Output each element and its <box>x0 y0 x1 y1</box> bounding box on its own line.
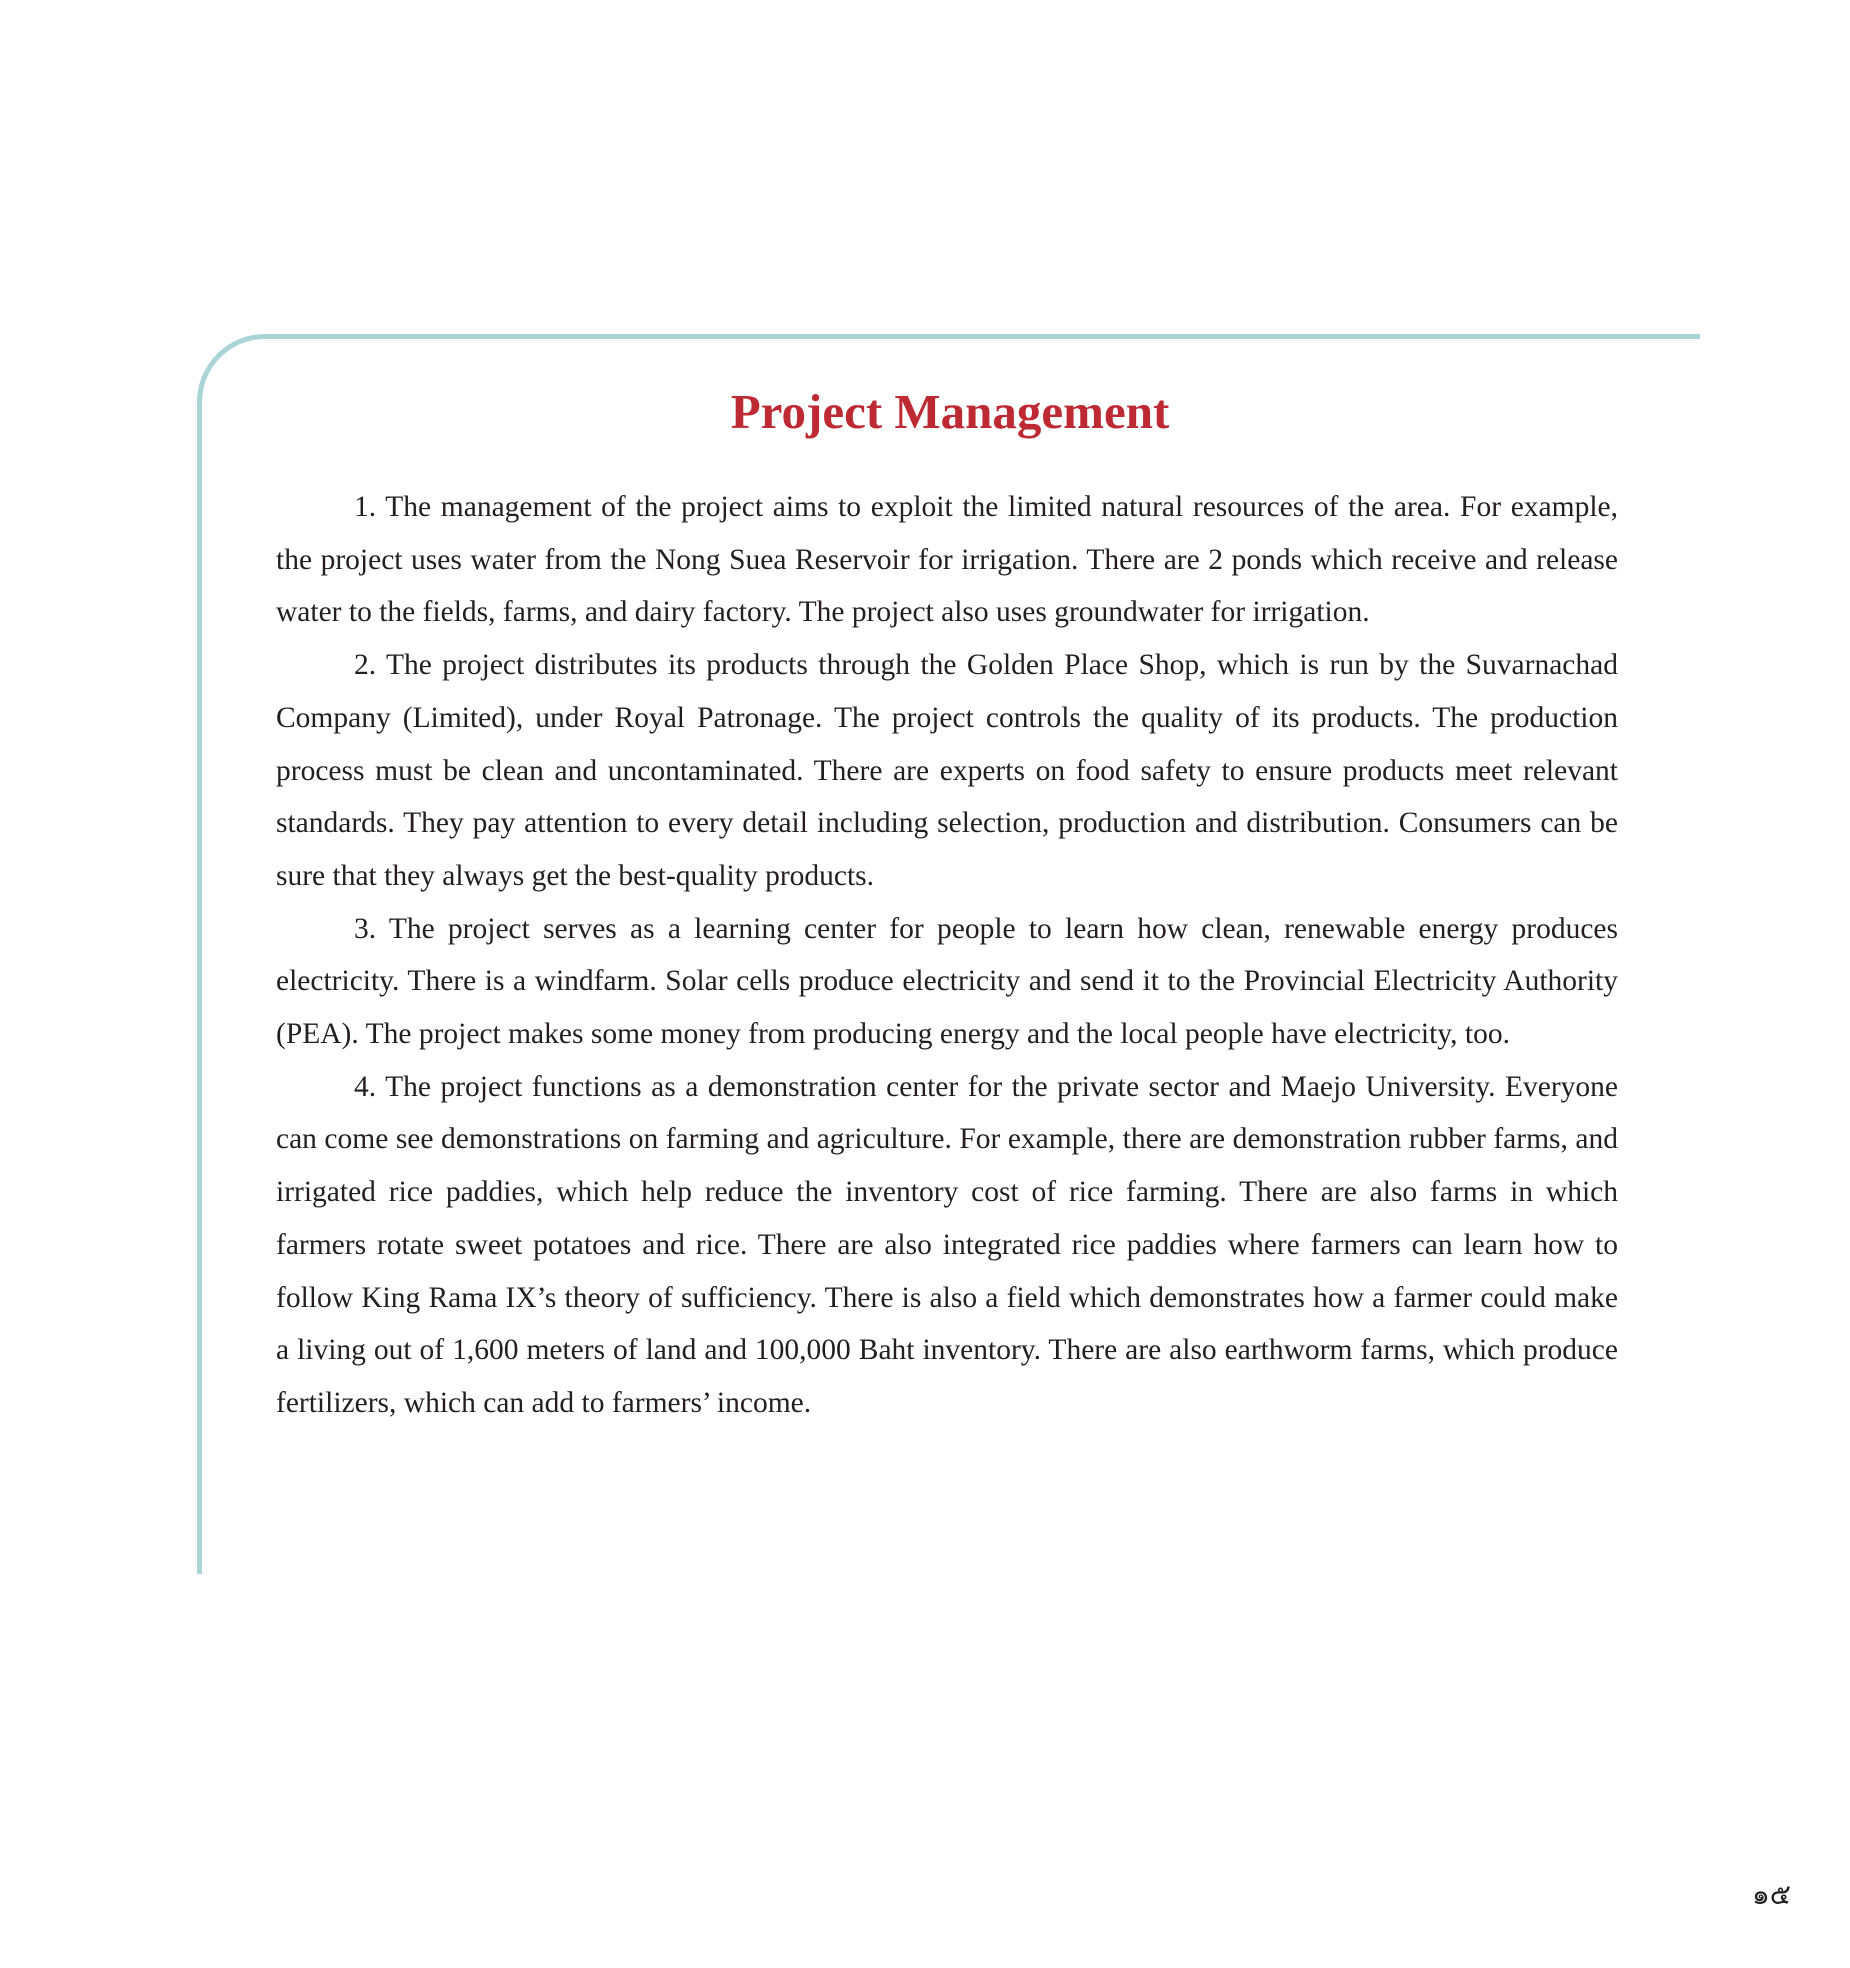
page-title: Project Management <box>730 384 1170 439</box>
paragraph-1: 1. The management of the project aims to exploit the limited natural resources of the area. For example, the project uses water from the Nong Suea Reservoir for irrigation. There are 2 ponds which receive and release water to the fields, farms, and dairy factory. The project also uses groundwater for irrigation. <box>276 491 1618 629</box>
body-text <box>276 481 1618 1430</box>
page-number: ๑๕ <box>1752 1878 1791 1911</box>
paragraph-4: 4. The project functions as a demonstration center for the private sector and Maejo University. Everyone can come see demonstrations on farming and agriculture. For example, there are demonstration rubber farms, and irrigated rice paddies, which help reduce the inventory cost of rice farming. There are also farms in which farmers rotate sweet potatoes and rice. There are also integrated rice paddies where farmers can learn how to follow King Rama IX’s theory of sufficiency. There is also a field which demonstrates how a farmer could make a living out of 1,600 meters of land and 100,000 Baht inventory. There are also earthworm farms, which produce fertilizers, which can add to farmers’ income. <box>276 1070 1618 1419</box>
paragraph-2: 2. The project distributes its products through the Golden Place Shop, which is run by the Suvarnachad Company (Limited), under Royal Patronage. The project controls the quality of its products. The production process must be clean and uncontaminated. There are experts on food safety to ensure products meet relevant standards. They pay attention to every detail including selection, production and distribution. Consumers can be sure that they always get the best-quality products. <box>276 649 1618 892</box>
paragraph-3: 3. The project serves as a learning center for people to learn how clean, renewable energy produces electricity. There is a windfarm. Solar cells produce electricity and send it to the Provincial Electricity Authority (PEA). The project makes some money from producing energy and the local people have electricity, too. <box>276 912 1618 1051</box>
